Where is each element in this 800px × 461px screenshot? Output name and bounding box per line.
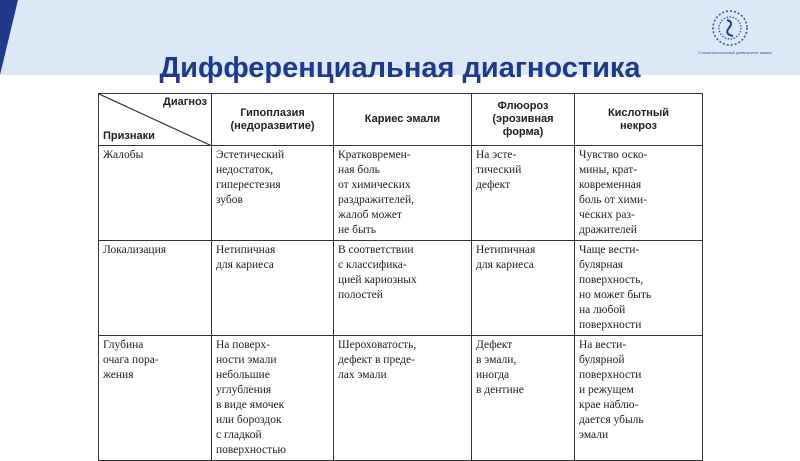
table-cell: Чувство оско- мины, крат- ковременная боль от хими- ческих раз- дражителей (575, 146, 703, 241)
row-sign-lesion-depth: Глубина очага пора- жения (99, 336, 212, 461)
table-header-row (99, 94, 703, 146)
table-cell: На поверх- ности эмали небольшие углубления в виде ямочек или бороздок с гладкой поверхностью (212, 336, 334, 461)
table-cell: Кратковремен- ная боль от химических раздражителей, жалоб может не быть (334, 146, 472, 241)
diagnosis-table-wrap (98, 93, 702, 456)
diagnosis-table (98, 93, 703, 461)
table-row (99, 241, 703, 336)
row-sign-localization: Локализация (99, 241, 212, 336)
col-header-fluorosis: Флюороз (эрозивная форма) (472, 94, 575, 146)
logo-icon (710, 8, 750, 48)
table-cell: Нетипичная для кариеса (212, 241, 334, 336)
logo-caption: Стоматологический университет имени (698, 50, 772, 55)
diagnosis-label: Диагноз (163, 96, 207, 108)
row-sign-complaints: Жалобы (99, 146, 212, 241)
table-cell: Шероховатость, дефект в преде- лах эмали (334, 336, 472, 461)
table-cell: Нетипичная для кариеса (472, 241, 575, 336)
table-cell: На вести- булярной поверхности и режущем крае наблю- дается убыль эмали (575, 336, 703, 461)
col-header-enamel-caries: Кариес эмали (334, 94, 472, 146)
signs-label: Признаки (103, 130, 155, 142)
table-cell: Эстетический недостаток, гиперестезия зубов (212, 146, 334, 241)
col-header-hypoplasia: Гипоплазия (недоразвитие) (212, 94, 334, 146)
table-cell: Дефект в эмали, иногда в дентине (472, 336, 575, 461)
col-header-acid-necrosis: Кислотный некроз (575, 94, 703, 146)
table-cell: Чаще вести- булярная поверхность, но может быть на любой поверхности (575, 241, 703, 336)
table-cell: На эсте- тический дефект (472, 146, 575, 241)
table-row (99, 336, 703, 461)
corner-header (99, 94, 212, 146)
table-row (99, 146, 703, 241)
slide-title: Дифференциальная диагностика (159, 52, 641, 84)
table-cell: В соответствии с классифика- цией кариозных полостей (334, 241, 472, 336)
